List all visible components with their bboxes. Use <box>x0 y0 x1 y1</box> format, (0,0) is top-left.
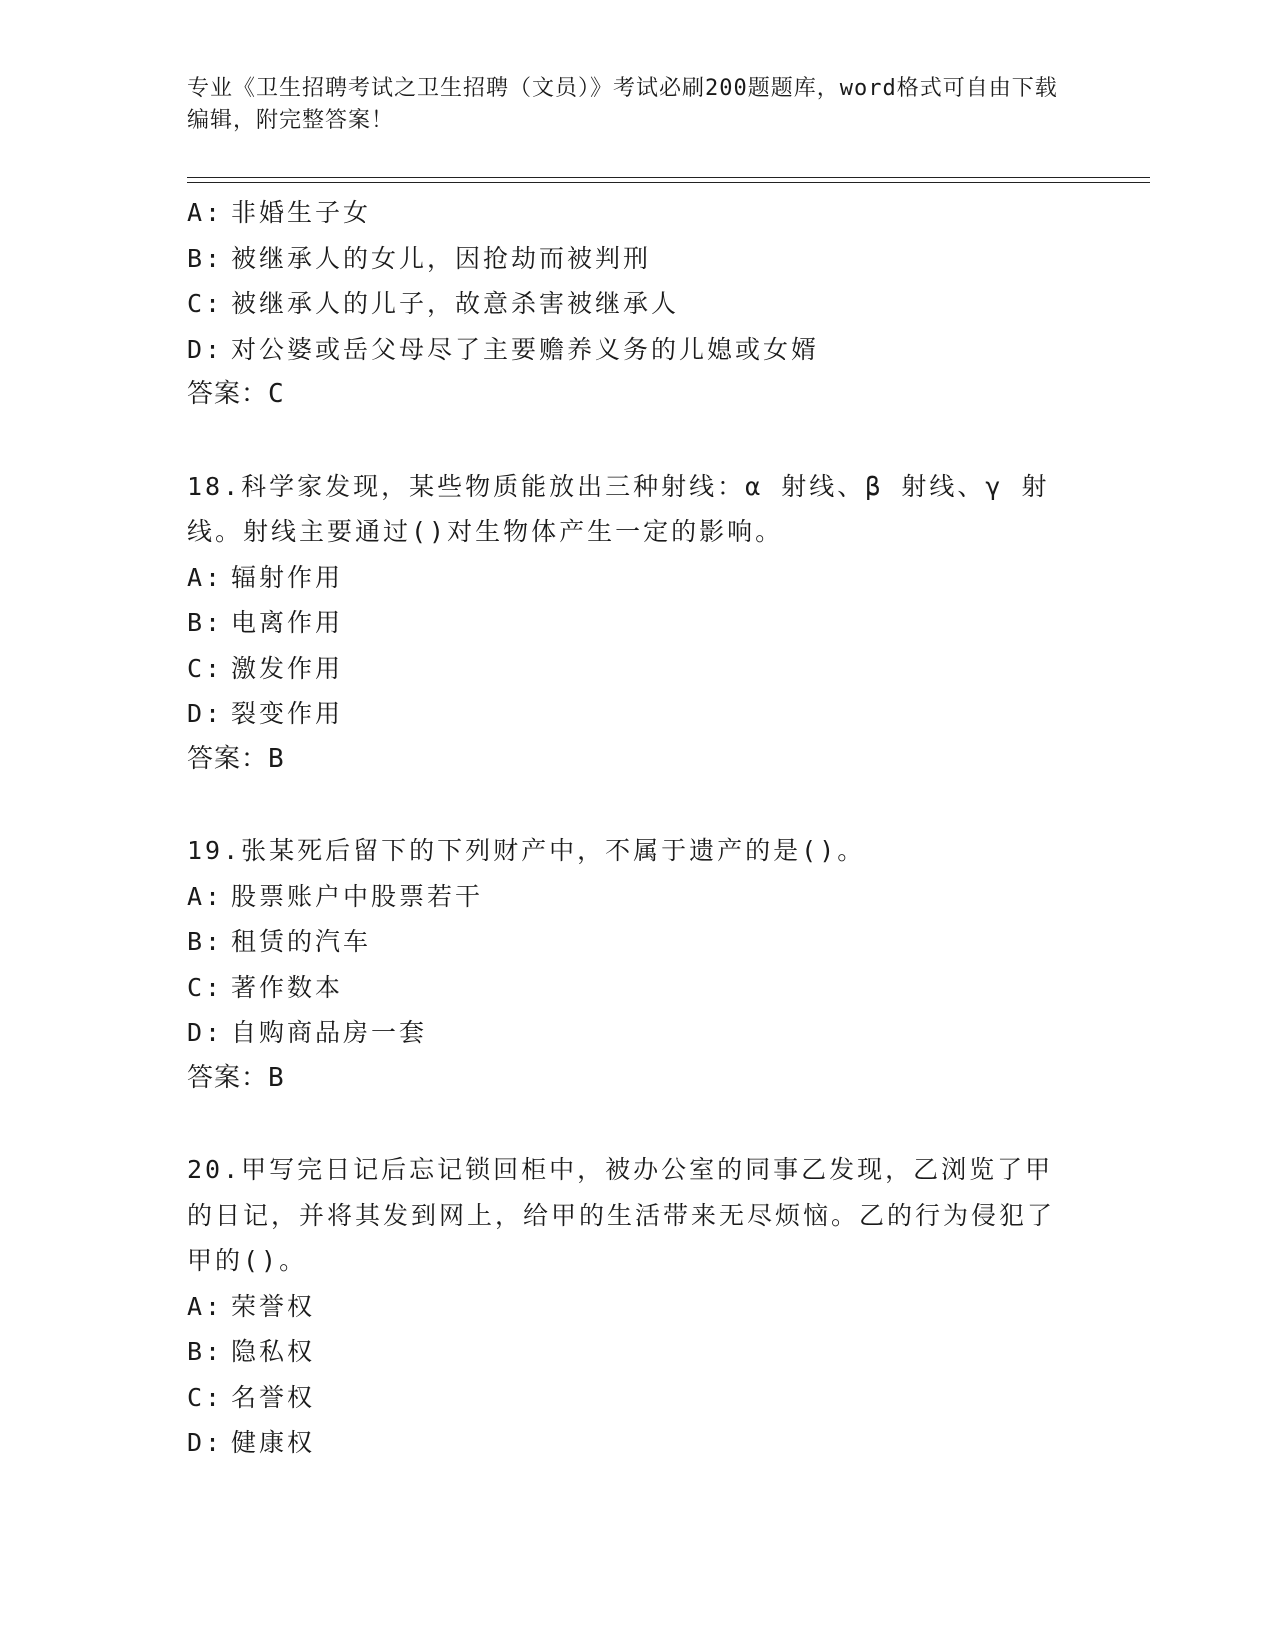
option-a <box>187 190 1087 236</box>
spacer <box>187 418 1087 464</box>
document-header: 专业《卫生招聘考试之卫生招聘（文员）》考试必刷200题题库，word格式可自由下载编辑，附完整答案！ <box>187 76 1058 133</box>
option-text: 隐私权 <box>231 1337 316 1366</box>
option-letter: C: <box>187 1382 224 1412</box>
option-text: 名誉权 <box>231 1382 316 1412</box>
option-text: 著作数本 <box>231 972 344 1002</box>
option-d <box>187 327 1087 373</box>
answer-label: 答案： <box>187 379 269 409</box>
option-c <box>187 646 1087 692</box>
option-text: 被继承人的儿子，故意杀害被继承人 <box>231 289 680 318</box>
option-letter: A: <box>187 1291 224 1321</box>
header-divider-top <box>187 177 1150 178</box>
answer-label: 答案： <box>187 743 269 774</box>
option-c <box>187 965 1087 1011</box>
question-19 <box>187 828 1087 1101</box>
question-stem: 20.甲写完日记后忘记锁回柜中，被办公室的同事乙发现，乙浏览了甲的日记，并将其发到网上，给甲的生活带来无尽烦恼。乙的行为侵犯了甲的()。 <box>187 1155 1056 1275</box>
option-d <box>187 1010 1087 1056</box>
option-text: 租赁的汽车 <box>231 927 372 956</box>
question-18 <box>187 464 1087 783</box>
answer-line <box>187 372 1087 418</box>
option-letter: D: <box>187 699 224 728</box>
answer-value: B <box>268 1062 285 1093</box>
option-text: 非婚生子女 <box>231 198 372 227</box>
option-text: 对公婆或岳父母尽了主要赡养义务的儿媳或女婿 <box>231 334 820 364</box>
question-stem: 18.科学家发现，某些物质能放出三种射线：α 射线、β 射线、γ 射线。射线主要通过()对生物体产生一定的影响。 <box>187 471 1050 546</box>
option-letter: C: <box>187 972 224 1002</box>
option-letter: B: <box>187 608 224 637</box>
option-b <box>187 919 1087 965</box>
header-divider-bottom <box>187 182 1150 183</box>
answer-line <box>187 737 1087 783</box>
answer-value: C <box>268 379 285 409</box>
question-20 <box>187 1147 1087 1466</box>
option-b <box>187 236 1087 282</box>
option-d <box>187 691 1087 737</box>
option-a <box>187 555 1087 601</box>
option-letter: D: <box>187 334 224 364</box>
option-text: 荣誉权 <box>231 1291 316 1321</box>
question-17 <box>187 190 1087 418</box>
question-list <box>187 190 1087 1466</box>
option-letter: B: <box>187 243 224 273</box>
question-stem: 19.张某死后留下的下列财产中，不属于遗产的是()。 <box>187 836 866 865</box>
option-a <box>187 1284 1087 1330</box>
option-b <box>187 600 1087 646</box>
option-c <box>187 281 1087 327</box>
answer-line <box>187 1056 1087 1102</box>
option-d <box>187 1420 1087 1466</box>
option-text: 辐射作用 <box>231 562 344 592</box>
option-letter: A: <box>187 562 224 592</box>
spacer <box>187 782 1087 828</box>
option-letter: C: <box>187 289 224 318</box>
option-a <box>187 874 1087 920</box>
option-letter: B: <box>187 1337 224 1366</box>
answer-value: B <box>268 743 285 774</box>
option-text: 激发作用 <box>231 653 344 683</box>
spacer <box>187 1101 1087 1147</box>
option-c <box>187 1375 1087 1421</box>
option-letter: A: <box>187 881 224 911</box>
option-b <box>187 1329 1087 1375</box>
option-text: 自购商品房一套 <box>231 1018 428 1047</box>
option-letter: C: <box>187 653 224 683</box>
option-letter: B: <box>187 927 224 956</box>
option-text: 股票账户中股票若干 <box>231 881 484 911</box>
option-text: 电离作用 <box>231 608 344 637</box>
option-text: 被继承人的女儿，因抢劫而被判刑 <box>231 243 652 273</box>
option-letter: A: <box>187 198 224 227</box>
answer-label: 答案： <box>187 1062 269 1093</box>
option-letter: D: <box>187 1018 224 1047</box>
option-letter: D: <box>187 1428 224 1457</box>
option-text: 健康权 <box>231 1428 316 1457</box>
option-text: 裂变作用 <box>231 699 344 728</box>
